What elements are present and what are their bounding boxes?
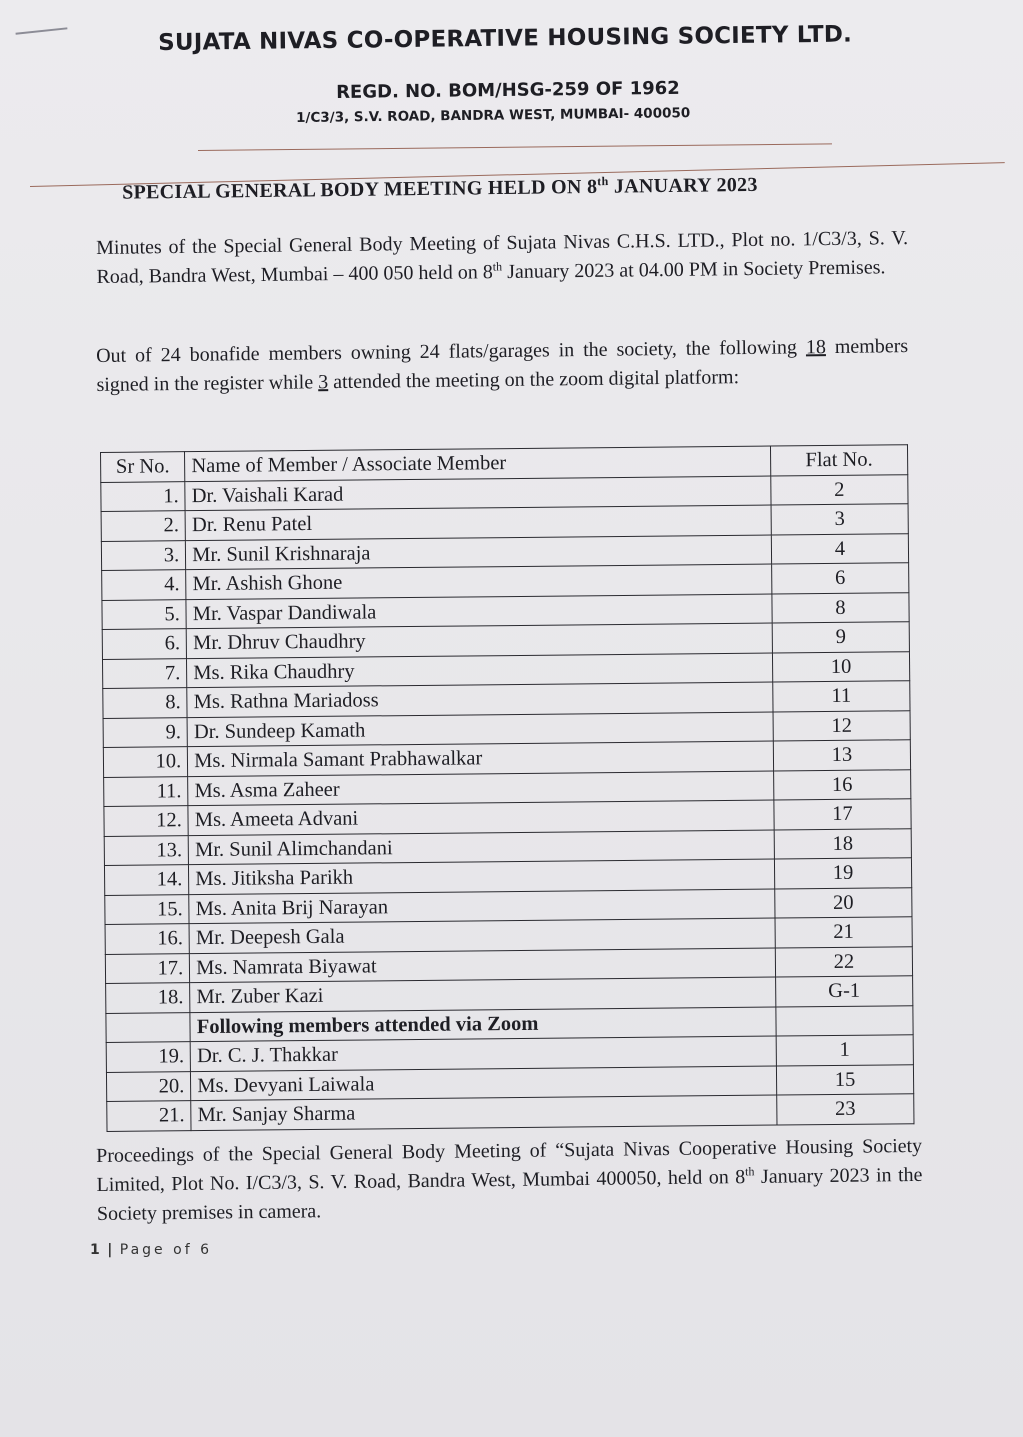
- meeting-title-date: JANUARY 2023: [608, 173, 758, 198]
- cell-member-name: Mr. Deepesh Gala: [189, 918, 775, 953]
- ordinal-suffix: th: [597, 174, 609, 189]
- proceedings-paragraph: [96, 1132, 923, 1229]
- header-flat-no: Flat No.: [770, 445, 907, 476]
- cell-flat-no: 10: [772, 651, 909, 682]
- cell-sr-no: 11.: [104, 776, 189, 806]
- cell-member-name: Ms. Anita Brij Narayan: [189, 889, 775, 924]
- cell-sr-no: 5.: [102, 599, 187, 629]
- pen-mark: [16, 27, 69, 44]
- cell-sr-no: 1.: [101, 481, 186, 511]
- cell-flat-no: 23: [777, 1094, 914, 1125]
- cell-member-name: Mr. Sunil Alimchandani: [188, 830, 774, 865]
- cell-member-name: Dr. Vaishali Karad: [185, 476, 771, 511]
- cell-sr-no: 14.: [104, 865, 189, 895]
- cell-sr-no: 20.: [106, 1071, 191, 1101]
- cell-sr-no: 7.: [102, 658, 187, 688]
- cell-sr-no: 9.: [103, 717, 188, 747]
- attendance-paragraph: [96, 332, 909, 400]
- cell-empty: [776, 1005, 913, 1036]
- zoom-section-label: Following members attended via Zoom: [190, 1007, 776, 1042]
- meeting-title: [122, 172, 758, 204]
- cell-flat-no: 1: [776, 1035, 913, 1066]
- cell-member-name: Ms. Jitiksha Parikh: [189, 859, 775, 894]
- cell-member-name: Dr. Sundeep Kamath: [187, 712, 773, 747]
- cell-sr-no: 12.: [104, 806, 189, 836]
- cell-member-name: Mr. Dhruv Chaudhry: [186, 623, 772, 658]
- attendance-text: Out of 24 bonafide members owning 24 flats/garages in the society, the following: [96, 336, 807, 367]
- cell-member-name: Mr. Sunil Krishnaraja: [186, 535, 772, 570]
- cell-member-name: Ms. Nirmala Samant Prabhawalkar: [188, 741, 774, 776]
- cell-flat-no: 20: [775, 887, 912, 918]
- cell-sr-no: 19.: [106, 1042, 191, 1072]
- cell-flat-no: 9: [772, 622, 909, 653]
- cell-sr-no: 10.: [103, 747, 188, 777]
- registration-number: REGD. NO. BOM/HSG-259 OF 1962: [336, 77, 680, 103]
- cell-flat-no: 13: [773, 740, 910, 771]
- cell-sr-no: 21.: [107, 1101, 192, 1131]
- letterhead-divider: [198, 143, 832, 151]
- cell-flat-no: 17: [774, 799, 911, 830]
- cell-sr-no: 6.: [102, 629, 187, 659]
- footer-separator: |: [107, 1242, 113, 1258]
- member-rows: [101, 474, 914, 1131]
- attendance-text: members signed in the register while: [96, 335, 909, 396]
- cell-flat-no: 6: [772, 563, 909, 594]
- header-sr-no: Sr No.: [101, 452, 186, 482]
- meeting-title-text: SPECIAL GENERAL BODY MEETING HELD ON 8: [122, 175, 598, 204]
- cell-flat-no: 15: [776, 1064, 913, 1095]
- signed-count: 18: [805, 336, 827, 359]
- cell-member-name: Dr. Renu Patel: [185, 505, 771, 540]
- cell-sr-no: 15.: [105, 894, 190, 924]
- cell-member-name: Ms. Rika Chaudhry: [187, 653, 773, 688]
- cell-member-name: Mr. Sanjay Sharma: [191, 1095, 777, 1130]
- cell-flat-no: 16: [774, 769, 911, 800]
- cell-empty: [106, 1012, 191, 1042]
- cell-flat-no: G-1: [776, 976, 913, 1007]
- cell-member-name: Ms. Ameeta Advani: [188, 800, 774, 835]
- cell-flat-no: 4: [771, 533, 908, 564]
- cell-sr-no: 18.: [106, 983, 191, 1013]
- cell-member-name: Ms. Namrata Biyawat: [190, 948, 776, 983]
- zoom-count: 3: [317, 371, 329, 394]
- cell-sr-no: 3.: [101, 540, 186, 570]
- header-member-name: Name of Member / Associate Member: [185, 446, 771, 481]
- cell-sr-no: 8.: [103, 688, 188, 718]
- cell-member-name: Ms. Asma Zaheer: [188, 771, 774, 806]
- cell-sr-no: 16.: [105, 924, 190, 954]
- intro-text: Minutes of the Special General Body Meeting of Sujata Nivas C.H.S. LTD., Plot no. 1/C3/3, S. V. Road, Bandra West, Mumbai – 400 050 held on 8: [96, 227, 909, 288]
- cell-flat-no: 19: [774, 858, 911, 889]
- attendance-table: [100, 444, 914, 1131]
- society-name: SUJATA NIVAS CO-OPERATIVE HOUSING SOCIETY LTD.: [158, 21, 853, 56]
- society-address: 1/C3/3, S.V. ROAD, BANDRA WEST, MUMBAI- 400050: [296, 105, 691, 126]
- cell-flat-no: 22: [775, 946, 912, 977]
- cell-flat-no: 18: [774, 828, 911, 859]
- cell-member-name: Mr. Vaspar Dandiwala: [186, 594, 772, 629]
- cell-flat-no: 8: [772, 592, 909, 623]
- cell-member-name: Mr. Ashish Ghone: [186, 564, 772, 599]
- cell-member-name: Dr. C. J. Thakkar: [190, 1036, 776, 1071]
- attendance-text: attended the meeting on the zoom digital platform:: [327, 366, 740, 394]
- page-footer: [90, 1242, 212, 1258]
- cell-flat-no: 12: [773, 710, 910, 741]
- ordinal-suffix: th: [745, 1164, 755, 1179]
- cell-flat-no: 11: [773, 681, 910, 712]
- minutes-intro-paragraph: [96, 224, 909, 292]
- ordinal-suffix: th: [492, 259, 503, 274]
- cell-sr-no: 13.: [104, 835, 189, 865]
- cell-sr-no: 4.: [102, 570, 187, 600]
- proceedings-text: Proceedings of the Special General Body Meeting of “Sujata Nivas Cooperative Housing Society Limited, Plot No. I/C3/3, S. V. Road, Bandra West, Mumbai 400050, held on 8: [96, 1134, 923, 1196]
- page-number: 1: [90, 1242, 100, 1258]
- cell-member-name: Mr. Zuber Kazi: [190, 977, 776, 1012]
- proceedings-text-end: January 2023 in the Society premises in camera.: [96, 1163, 923, 1225]
- cell-sr-no: 2.: [101, 511, 186, 541]
- intro-text-end: January 2023 at 04.00 PM in Society Premises.: [502, 256, 886, 284]
- page-count-text: Page of 6: [119, 1242, 212, 1258]
- cell-member-name: Ms. Rathna Mariadoss: [187, 682, 773, 717]
- cell-member-name: Ms. Devyani Laiwala: [191, 1066, 777, 1101]
- cell-flat-no: 21: [775, 917, 912, 948]
- cell-flat-no: 2: [771, 474, 908, 505]
- cell-flat-no: 3: [771, 504, 908, 535]
- cell-sr-no: 17.: [105, 953, 190, 983]
